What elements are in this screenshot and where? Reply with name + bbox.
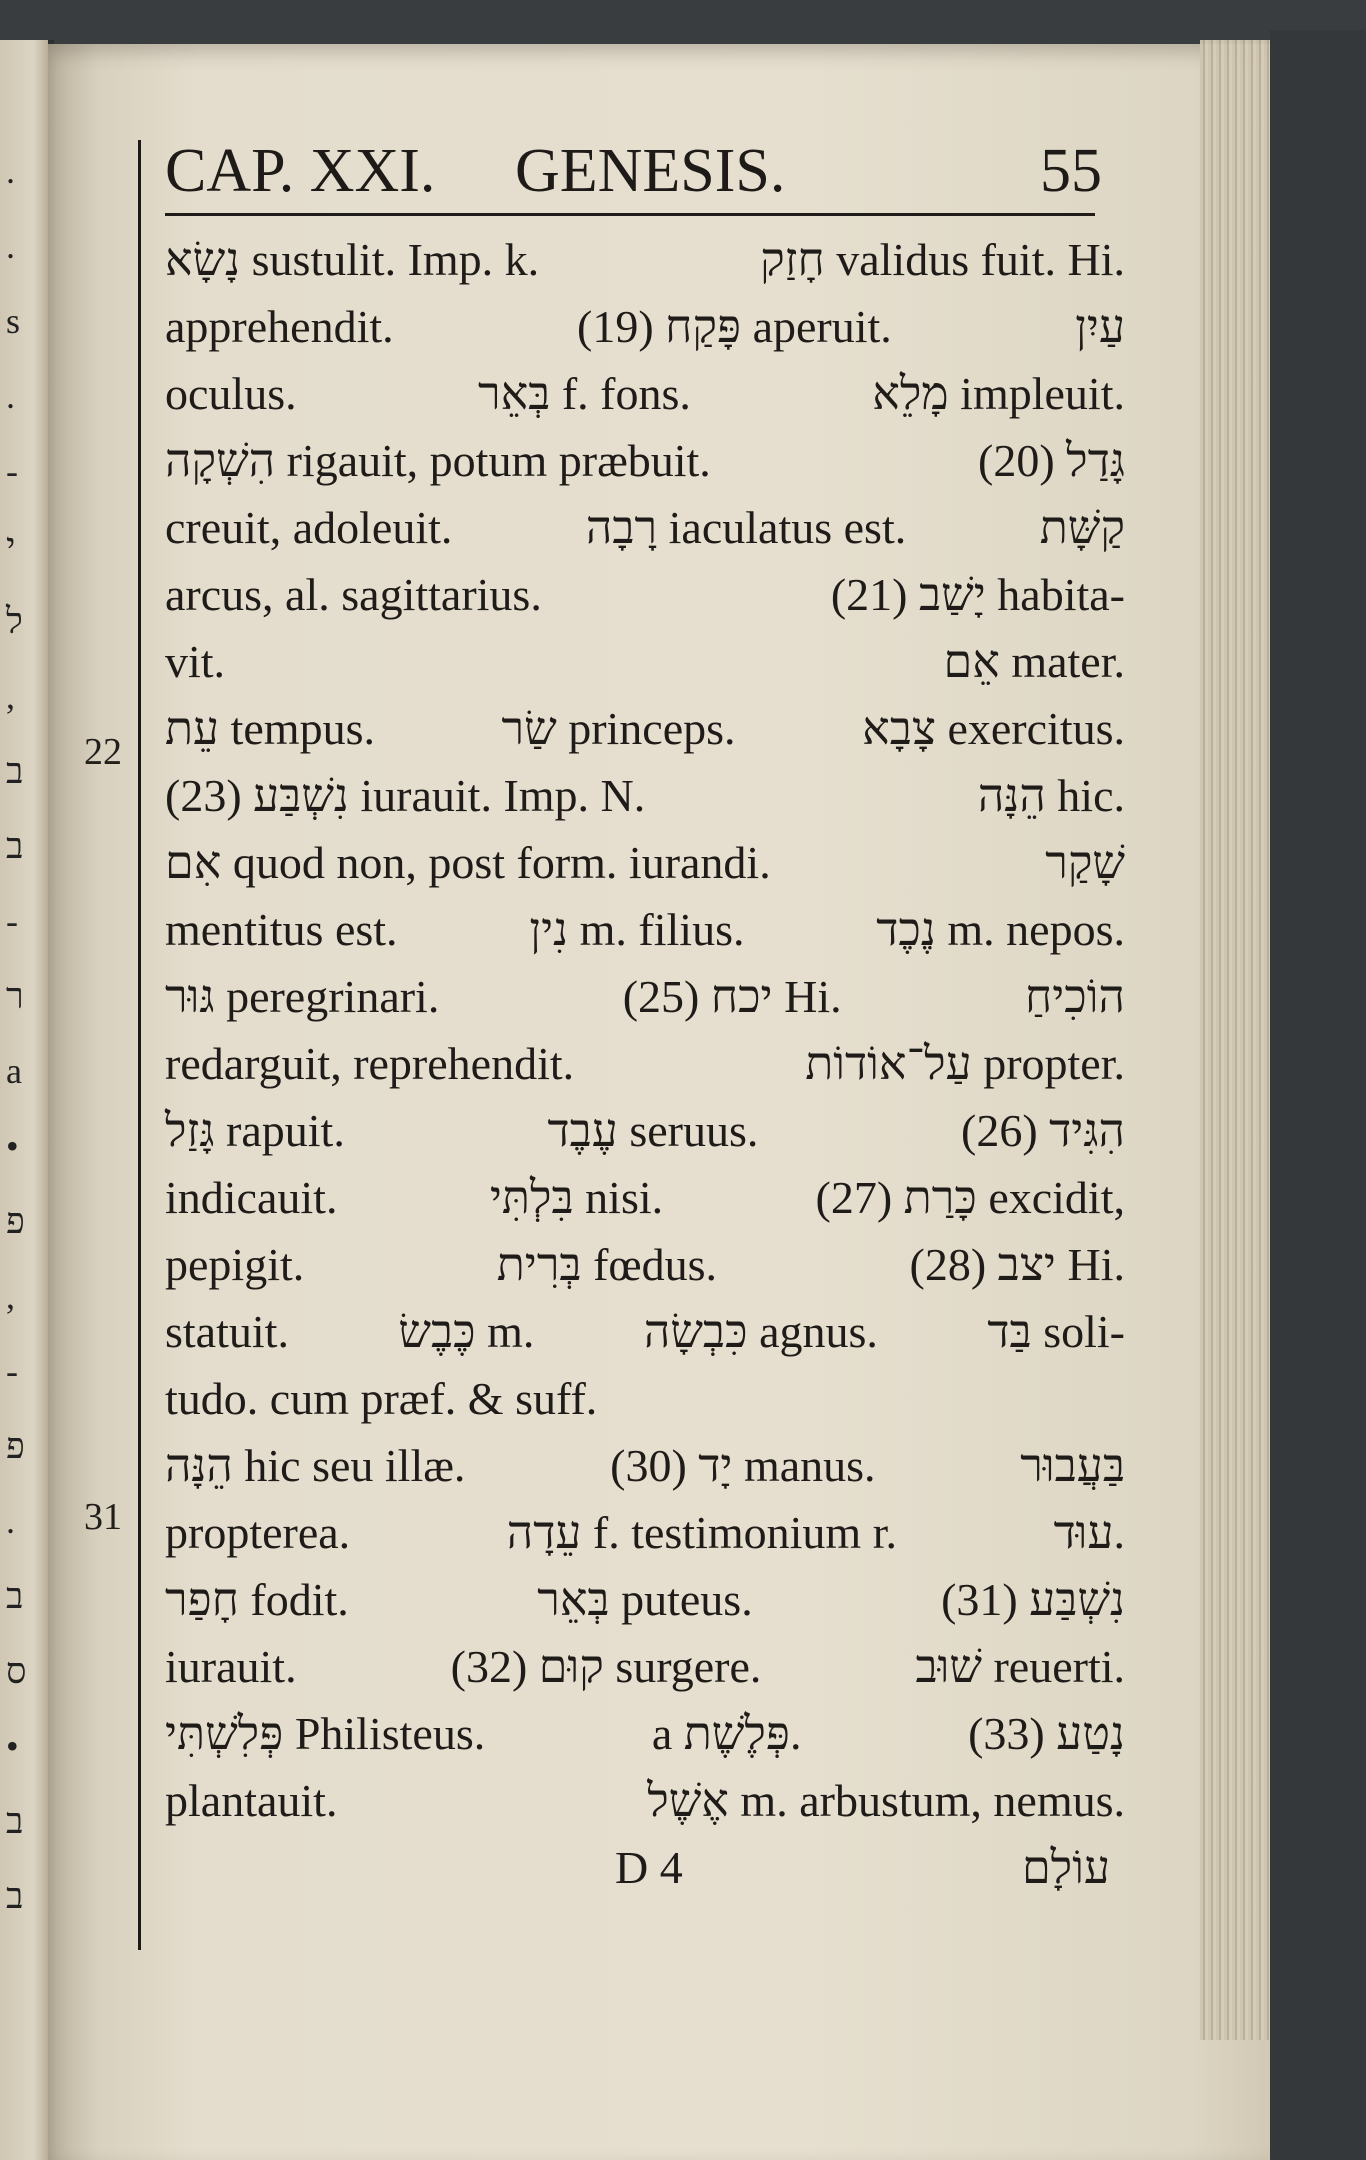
- text-segment: בִּלְתִּי nisi.: [489, 1172, 664, 1223]
- gutter-glyph: s: [6, 301, 21, 341]
- text-segment: redarguit, reprehendit.: [165, 1038, 575, 1089]
- running-head-title: GENESIS.: [515, 137, 786, 205]
- text-segment: plantauit.: [165, 1775, 338, 1826]
- text-segment: כֶּבֶשׂ m.: [398, 1306, 535, 1357]
- text-segment: (31) נִשְׁבַּע: [941, 1574, 1125, 1625]
- text-segment: בְּאֵר f. fons.: [477, 368, 691, 419]
- gutter-glyph: ,: [6, 1276, 15, 1316]
- text-segment: אִם quod non, post form. iurandi.: [165, 837, 771, 888]
- text-line: [165, 1635, 1125, 1699]
- text-segment: כִּבְשָׂה agnus.: [643, 1306, 878, 1357]
- gutter-glyph: ב: [6, 826, 24, 866]
- text-line: [165, 228, 1125, 292]
- running-head-chapter: CAP. XXI.: [165, 137, 436, 205]
- page-stack-edge: [1200, 40, 1270, 2040]
- gutter-glyph: י: [6, 526, 16, 566]
- gutter-glyph: ,: [6, 676, 15, 716]
- text-segment: עוּד.: [1053, 1507, 1125, 1558]
- text-segment: arcus, al. sagittarius.: [165, 569, 542, 620]
- gutter-glyph: ב: [6, 1576, 24, 1616]
- text-segment: עַיִן: [1075, 301, 1125, 352]
- text-segment: apprehendit.: [165, 301, 394, 352]
- text-segment: עַל־אוֹדוֹת propter.: [805, 1038, 1125, 1089]
- text-segment: עֵדָה f. testimonium r.: [506, 1507, 897, 1558]
- gutter-glyph: פ: [6, 1201, 25, 1241]
- text-segment: tudo. cum præf. & suff.: [165, 1373, 598, 1424]
- text-segment: נִין m. filius.: [529, 904, 745, 955]
- gutter-glyph: .: [6, 376, 15, 416]
- gutter-glyph: -: [6, 451, 18, 491]
- text-segment: mentitus est.: [165, 904, 398, 955]
- text-segment: נֶכֶד m. nepos.: [876, 904, 1125, 955]
- text-line: [165, 1702, 1125, 1766]
- text-segment: עֶבֶד seruus.: [547, 1105, 759, 1156]
- text-segment: גָּזַל rapuit.: [165, 1105, 345, 1156]
- text-segment: קַשָּׁת: [1039, 502, 1125, 553]
- text-segment: בַּד soli-: [987, 1306, 1125, 1357]
- text-segment: גּוּר peregrinari.: [165, 971, 440, 1022]
- margin-verse-number: 31: [84, 1496, 122, 1538]
- text-segment: iurauit.: [165, 1641, 297, 1692]
- text-segment: הִשְׁקָה rigauit, potum præbuit.: [165, 435, 711, 486]
- text-line: [165, 1769, 1125, 1833]
- text-segment: pepigit.: [165, 1239, 305, 1290]
- text-segment: בַּעֲבוּר: [1020, 1440, 1125, 1491]
- text-segment: בְּרִית fœdus.: [496, 1239, 718, 1290]
- gutter-rule: [138, 140, 141, 1950]
- page-number: 55: [1040, 137, 1102, 205]
- text-segment: creuit, adoleuit.: [165, 502, 453, 553]
- text-segment: מָלֵא impleuit.: [872, 368, 1125, 419]
- text-segment: פְּלִשְׁתִּי Philisteus.: [165, 1708, 486, 1759]
- gutter-glyph: ב: [6, 751, 24, 791]
- previous-page-edge: [0, 40, 48, 2160]
- text-line: [165, 965, 1125, 1029]
- text-segment: (27) כָּרַת excidit,: [815, 1172, 1125, 1223]
- text-segment: אֶשֶׁל m. arbustum, nemus.: [647, 1775, 1125, 1826]
- text-segment: נָשָׂא sustulit. Imp. k.: [165, 234, 540, 285]
- text-segment: חָפַר fodit.: [165, 1574, 349, 1625]
- text-segment: vit.: [165, 636, 226, 687]
- text-segment: oculus.: [165, 368, 297, 419]
- gutter-glyph: ס: [6, 1651, 27, 1691]
- text-segment: indicauit.: [165, 1172, 338, 1223]
- text-line: [165, 764, 1125, 828]
- text-segment: a פְּלֶשֶׁת.: [651, 1708, 802, 1759]
- text-segment: הוֹכִיחַ: [1024, 971, 1125, 1022]
- text-segment: propterea.: [165, 1507, 351, 1558]
- margin-verse-number: 22: [84, 731, 122, 773]
- text-line: [165, 1099, 1125, 1163]
- text-segment: אֵם mater.: [943, 636, 1125, 687]
- gutter-glyph: -: [6, 901, 18, 941]
- text-segment: צָבָא exercitus.: [862, 703, 1125, 754]
- text-segment: (19) פָּקַח aperuit.: [577, 301, 892, 352]
- gutter-glyph: .: [6, 1501, 15, 1541]
- header-rule: [165, 213, 1095, 216]
- text-line: [165, 1032, 1125, 1096]
- gutter-glyph: .: [6, 151, 15, 191]
- gutter-glyph: ל: [6, 601, 23, 641]
- text-segment: (26) הִגִּיד: [961, 1105, 1125, 1156]
- text-line: [165, 1367, 1125, 1431]
- gutter-glyph: ר: [6, 976, 24, 1016]
- text-line: [165, 1300, 1125, 1364]
- gutter-glyph: ב: [6, 1876, 24, 1916]
- gutter-glyph: •: [6, 1126, 19, 1166]
- text-line: [165, 1568, 1125, 1632]
- text-segment: הֵנָּה hic.: [977, 770, 1125, 821]
- text-segment: (20) גָּדַל: [978, 435, 1125, 486]
- text-line: [165, 429, 1125, 493]
- text-segment: (28) יצב Hi.: [909, 1239, 1125, 1290]
- text-segment: שַׂר princeps.: [501, 703, 736, 754]
- text-line: [165, 1233, 1125, 1297]
- text-segment: שָׁקַר: [1045, 837, 1125, 888]
- text-segment: בְּאֵר puteus.: [537, 1574, 753, 1625]
- text-segment: הֵנָּה hic seu illæ.: [165, 1440, 466, 1491]
- text-line: [165, 1434, 1125, 1498]
- text-segment: חָזַק validus fuit. Hi.: [760, 234, 1125, 285]
- text-line: [165, 1501, 1125, 1565]
- gutter-glyph: •: [6, 1726, 19, 1766]
- text-line: [165, 362, 1125, 426]
- text-segment: עוֹלָם: [1021, 1842, 1110, 1893]
- text-line: [165, 898, 1125, 962]
- text-line: [165, 563, 1125, 627]
- text-segment: (33) נָטַע: [968, 1708, 1125, 1759]
- text-segment: (32) קוּם surgere.: [450, 1641, 762, 1692]
- text-segment: (25) יכח Hi.: [622, 971, 842, 1022]
- text-line: [165, 630, 1125, 694]
- gutter-glyph: a: [6, 1051, 22, 1091]
- text-segment: statuit.: [165, 1306, 289, 1357]
- gutter-glyph: פ: [6, 1426, 25, 1466]
- text-line: [165, 1166, 1125, 1230]
- text-line: [165, 831, 1125, 895]
- gutter-glyph: .: [6, 226, 15, 266]
- text-segment: D 4: [615, 1842, 683, 1893]
- text-line: [165, 295, 1125, 359]
- text-segment: רָבָה iaculatus est.: [585, 502, 907, 553]
- gutter-glyph: ב: [6, 1801, 24, 1841]
- text-segment: (21) יָשַׁב habita-: [830, 569, 1125, 620]
- text-segment: (30) יָד manus.: [610, 1440, 876, 1491]
- text-line: [165, 697, 1125, 761]
- text-segment: (23) נִשְׁבַּע iurauit. Imp. N.: [165, 770, 646, 821]
- text-line: [165, 496, 1125, 560]
- text-segment: שׁוּב reuerti.: [915, 1641, 1125, 1692]
- background-right: [1270, 30, 1366, 2160]
- text-segment: עֵת tempus.: [165, 703, 375, 754]
- text-line: [615, 1836, 1110, 1900]
- gutter-glyph: -: [6, 1351, 18, 1391]
